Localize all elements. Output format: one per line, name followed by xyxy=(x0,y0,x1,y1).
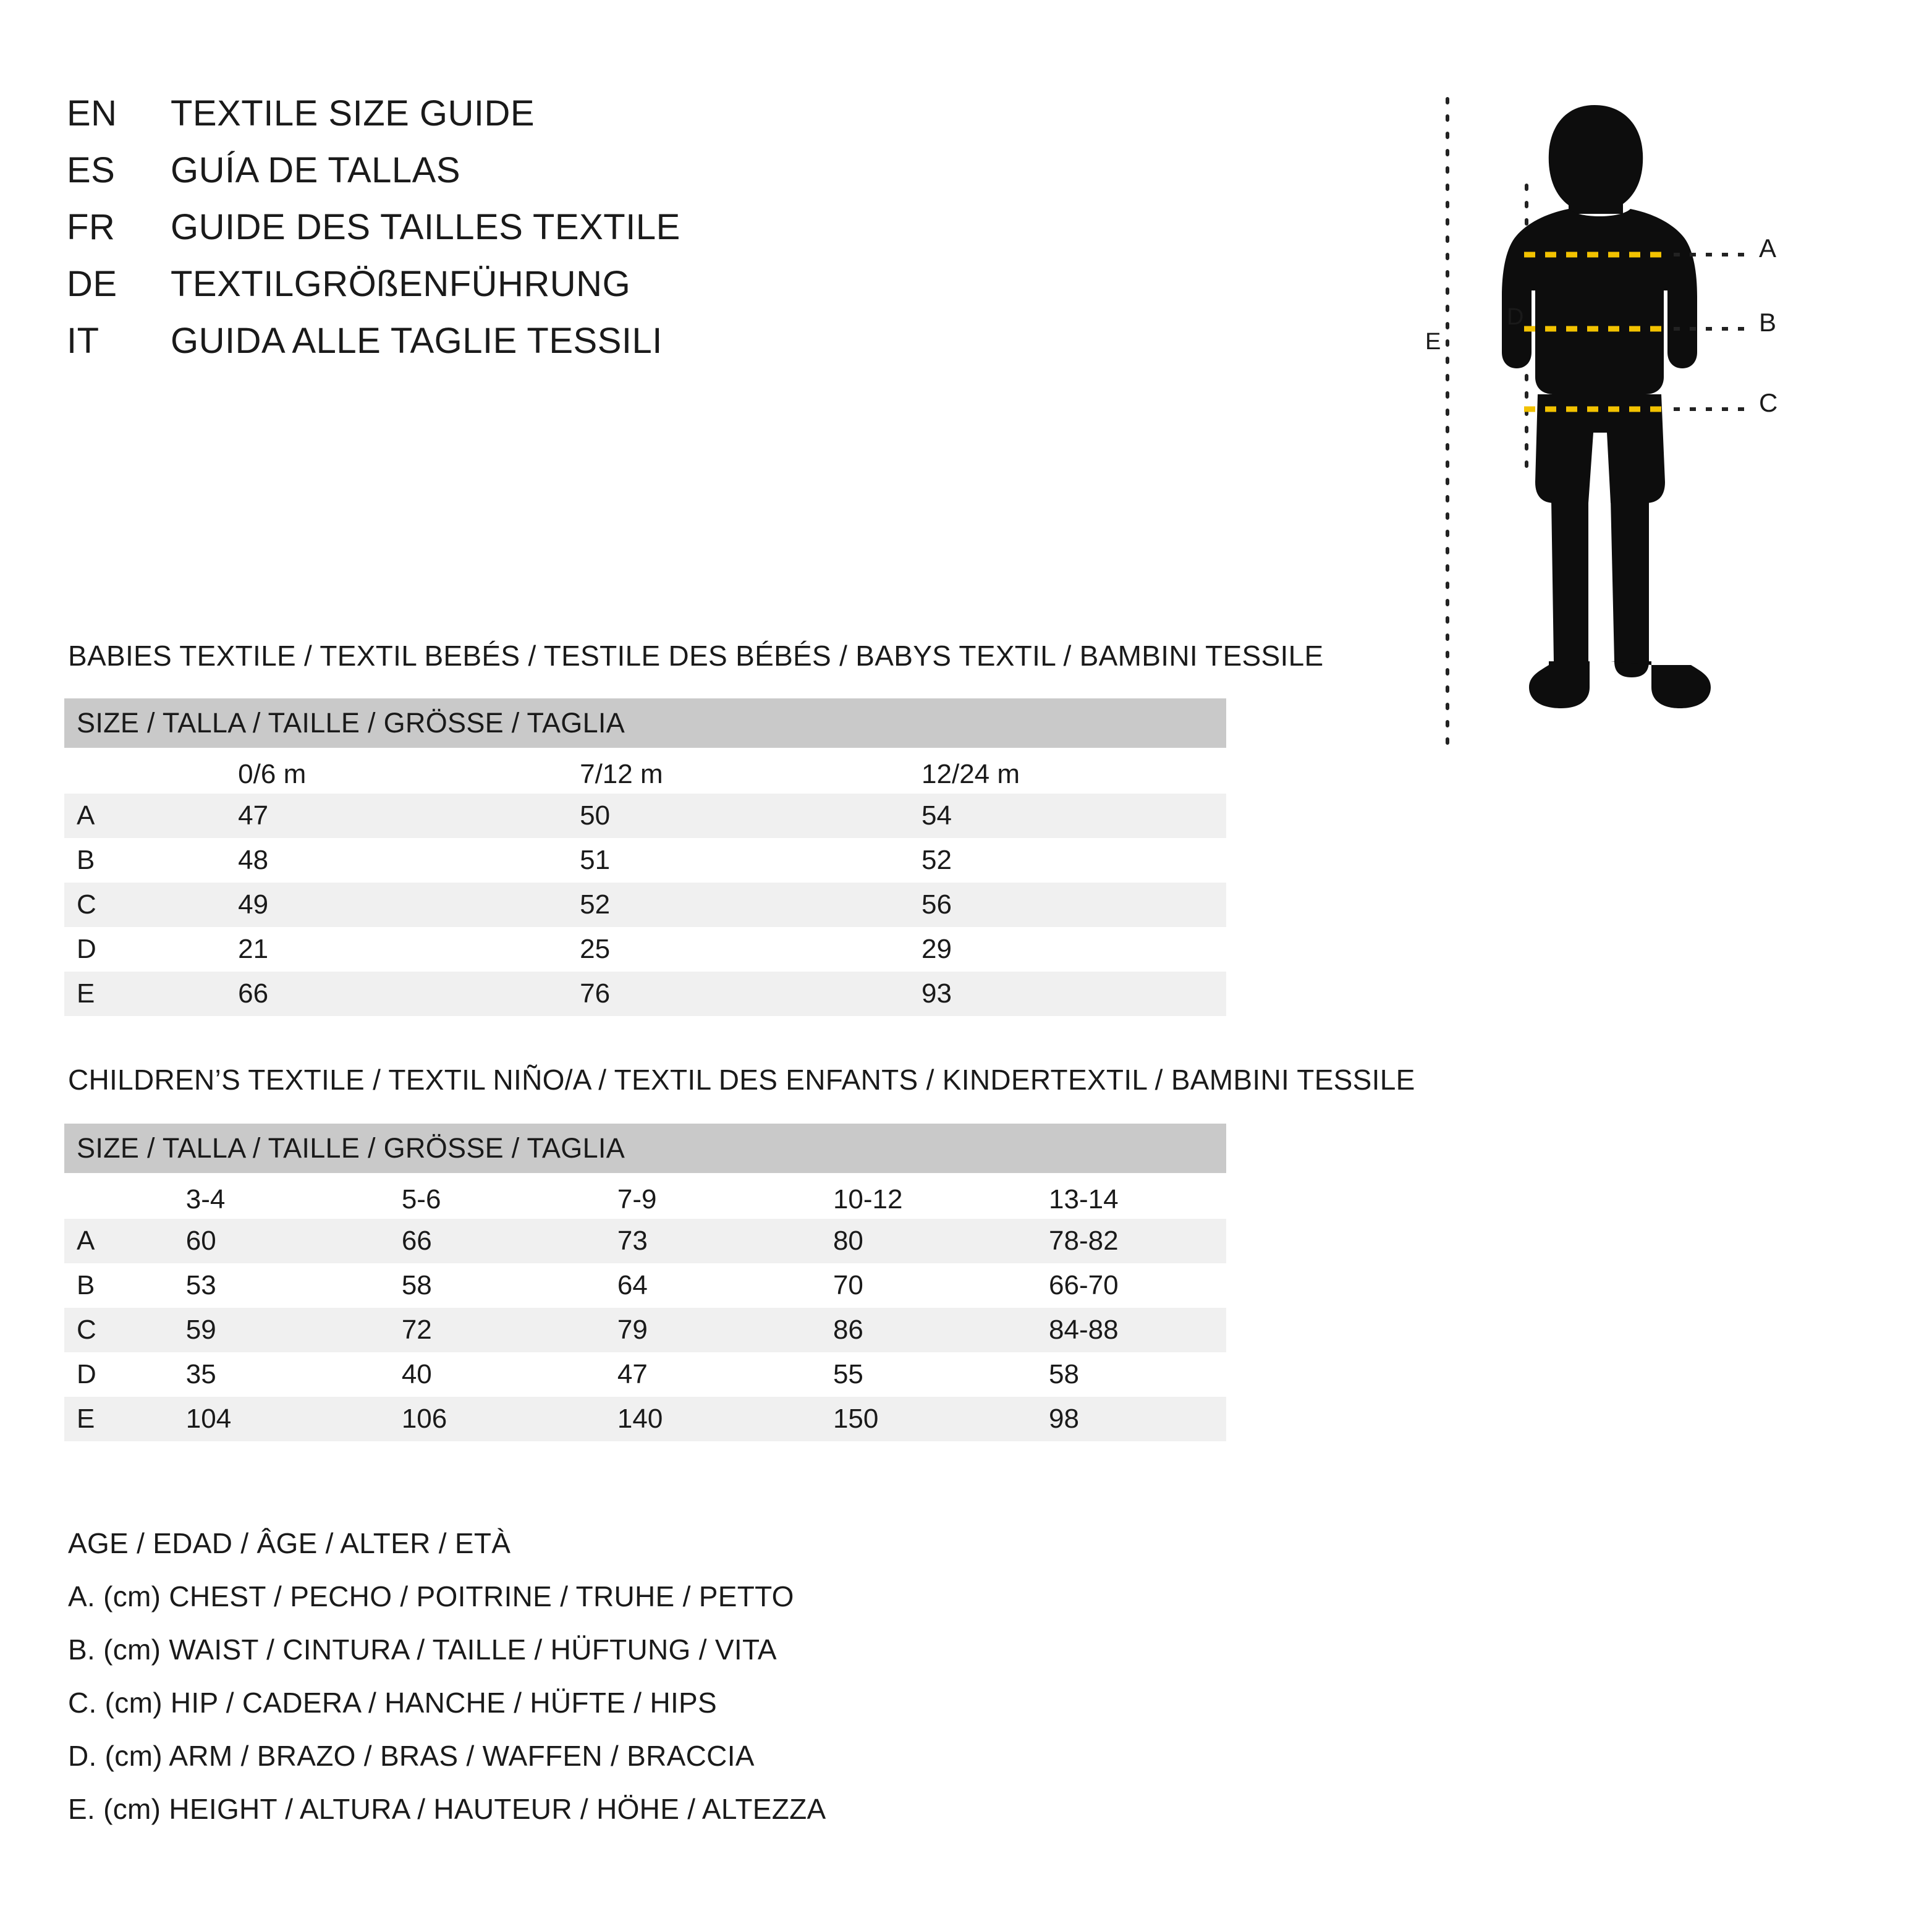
cell-value: 29 xyxy=(922,934,952,964)
cell-value: 93 xyxy=(884,972,1226,1016)
language-code: FR xyxy=(67,207,116,247)
table-row xyxy=(64,1397,1226,1441)
table-column-header-row xyxy=(64,1173,1226,1219)
language-row xyxy=(67,263,680,320)
cell-value: 54 xyxy=(884,794,1226,838)
cell-value: 51 xyxy=(580,845,611,875)
cell-value: 84-88 xyxy=(1012,1308,1226,1352)
column-header: 7-9 xyxy=(617,1184,657,1214)
column-header: 12/24 m xyxy=(922,759,1020,789)
language-code: ES xyxy=(67,150,116,190)
babies-size-table xyxy=(64,698,1226,1016)
row-label: A xyxy=(64,794,201,838)
table-row xyxy=(64,972,1226,1016)
table-row xyxy=(64,1219,1226,1263)
column-header: 7/12 m xyxy=(580,759,663,789)
cell-value: 58 xyxy=(401,1270,432,1300)
cell-value: 140 xyxy=(580,1397,796,1441)
empty-corner-cell xyxy=(64,748,201,794)
cell-value: 52 xyxy=(922,845,952,875)
figure-label-e: E xyxy=(1425,329,1441,355)
babies-section-title: BABIES TEXTILE / TEXTIL BEBÉS / TESTILE DES BÉBÉS / BABYS TEXTIL / BAMBINI TESSILE xyxy=(68,640,1324,672)
figure-label-d: D xyxy=(1507,304,1524,330)
cell-value: 47 xyxy=(201,794,543,838)
cell-value: 72 xyxy=(365,1308,580,1352)
empty-corner-cell xyxy=(64,1173,149,1219)
cell-value: 56 xyxy=(884,883,1226,927)
language-title: TEXTILGRÖßENFÜHRUNG xyxy=(171,264,631,304)
language-title-list xyxy=(67,93,680,377)
language-title: GUIDE DES TAILLES TEXTILE xyxy=(171,207,680,247)
language-row xyxy=(67,150,680,206)
row-label: B xyxy=(77,845,95,875)
language-title: GUÍA DE TALLAS xyxy=(171,150,461,190)
cell-value: 76 xyxy=(543,972,884,1016)
row-label: D xyxy=(77,934,96,964)
cell-value: 150 xyxy=(796,1397,1012,1441)
table-row xyxy=(64,883,1226,927)
measurement-legend xyxy=(68,1527,826,1845)
legend-item-waist: B. (cm) WAIST / CINTURA / TAILLE / HÜFTUNG / VITA xyxy=(68,1633,777,1666)
row-label: E xyxy=(64,972,201,1016)
language-row xyxy=(67,320,680,377)
legend-item-hip: C. (cm) HIP / CADERA / HANCHE / HÜFTE / HIPS xyxy=(68,1687,718,1719)
cell-value: 80 xyxy=(796,1219,1012,1263)
cell-value: 79 xyxy=(580,1308,796,1352)
cell-value: 66 xyxy=(201,972,543,1016)
table-row xyxy=(64,794,1226,838)
table-row xyxy=(64,1263,1226,1308)
cell-value: 52 xyxy=(543,883,884,927)
table-row xyxy=(64,1352,1226,1397)
row-label: C xyxy=(64,883,201,927)
table-header-row xyxy=(64,698,1226,748)
cell-value: 21 xyxy=(238,934,269,964)
column-header: 10-12 xyxy=(833,1184,903,1214)
language-row xyxy=(67,93,680,150)
cell-value: 64 xyxy=(617,1270,648,1300)
cell-value: 98 xyxy=(1012,1397,1226,1441)
legend-item-height: E. (cm) HEIGHT / ALTURA / HAUTEUR / HÖHE / ALTEZZA xyxy=(68,1793,826,1825)
language-code: EN xyxy=(67,93,117,133)
cell-value: 50 xyxy=(543,794,884,838)
cell-value: 59 xyxy=(149,1308,365,1352)
language-title: GUIDA ALLE TAGLIE TESSILI xyxy=(171,321,663,361)
legend-title: AGE / EDAD / ÂGE / ALTER / ETÀ xyxy=(68,1527,511,1559)
cell-value: 35 xyxy=(185,1359,216,1389)
column-header: 0/6 m xyxy=(238,759,307,789)
cell-value: 66 xyxy=(365,1219,580,1263)
row-label: C xyxy=(64,1308,149,1352)
children-size-table xyxy=(64,1124,1226,1441)
language-code: DE xyxy=(67,264,117,304)
cell-value: 104 xyxy=(149,1397,365,1441)
row-label: D xyxy=(77,1359,96,1389)
cell-value: 70 xyxy=(833,1270,863,1300)
legend-item-chest: A. (cm) CHEST / PECHO / POITRINE / TRUHE / PETTO xyxy=(68,1580,794,1612)
cell-value: 53 xyxy=(185,1270,216,1300)
cell-value: 25 xyxy=(580,934,611,964)
cell-value: 48 xyxy=(238,845,269,875)
column-header: 3-4 xyxy=(185,1184,226,1214)
cell-value: 106 xyxy=(365,1397,580,1441)
cell-value: 55 xyxy=(833,1359,863,1389)
legend-item-arm: D. (cm) ARM / BRAZO / BRAS / WAFFEN / BRACCIA xyxy=(68,1740,755,1772)
cell-value: 78-82 xyxy=(1012,1219,1226,1263)
table-header-row xyxy=(64,1124,1226,1173)
column-header: 5-6 xyxy=(401,1184,441,1214)
figure-label-b: B xyxy=(1759,308,1777,337)
language-row xyxy=(67,206,680,263)
table-row xyxy=(64,838,1226,883)
table-row xyxy=(64,927,1226,972)
table-column-header-row xyxy=(64,748,1226,794)
figure-label-a: A xyxy=(1759,234,1777,263)
measurement-figure xyxy=(1403,87,1885,779)
children-section-title: CHILDREN’S TEXTILE / TEXTIL NIÑO/A / TEXTIL DES ENFANTS / KINDERTEXTIL / BAMBINI TESSILE xyxy=(68,1064,1415,1096)
cell-value: 58 xyxy=(1049,1359,1079,1389)
row-label: E xyxy=(64,1397,149,1441)
column-header: 13-14 xyxy=(1049,1184,1119,1214)
cell-value: 86 xyxy=(796,1308,1012,1352)
table-row xyxy=(64,1308,1226,1352)
figure-label-c: C xyxy=(1759,388,1778,417)
row-label: B xyxy=(77,1270,95,1300)
cell-value: 73 xyxy=(580,1219,796,1263)
cell-value: 40 xyxy=(401,1359,432,1389)
language-code: IT xyxy=(67,321,100,361)
cell-value: 60 xyxy=(149,1219,365,1263)
cell-value: 47 xyxy=(617,1359,648,1389)
cell-value: 49 xyxy=(201,883,543,927)
language-title: TEXTILE SIZE GUIDE xyxy=(171,93,535,133)
row-label: A xyxy=(64,1219,149,1263)
babies-table-header: SIZE / TALLA / TAILLE / GRÖSSE / TAGLIA xyxy=(64,698,1226,748)
cell-value: 66-70 xyxy=(1049,1270,1119,1300)
children-table-header: SIZE / TALLA / TAILLE / GRÖSSE / TAGLIA xyxy=(64,1124,1226,1173)
